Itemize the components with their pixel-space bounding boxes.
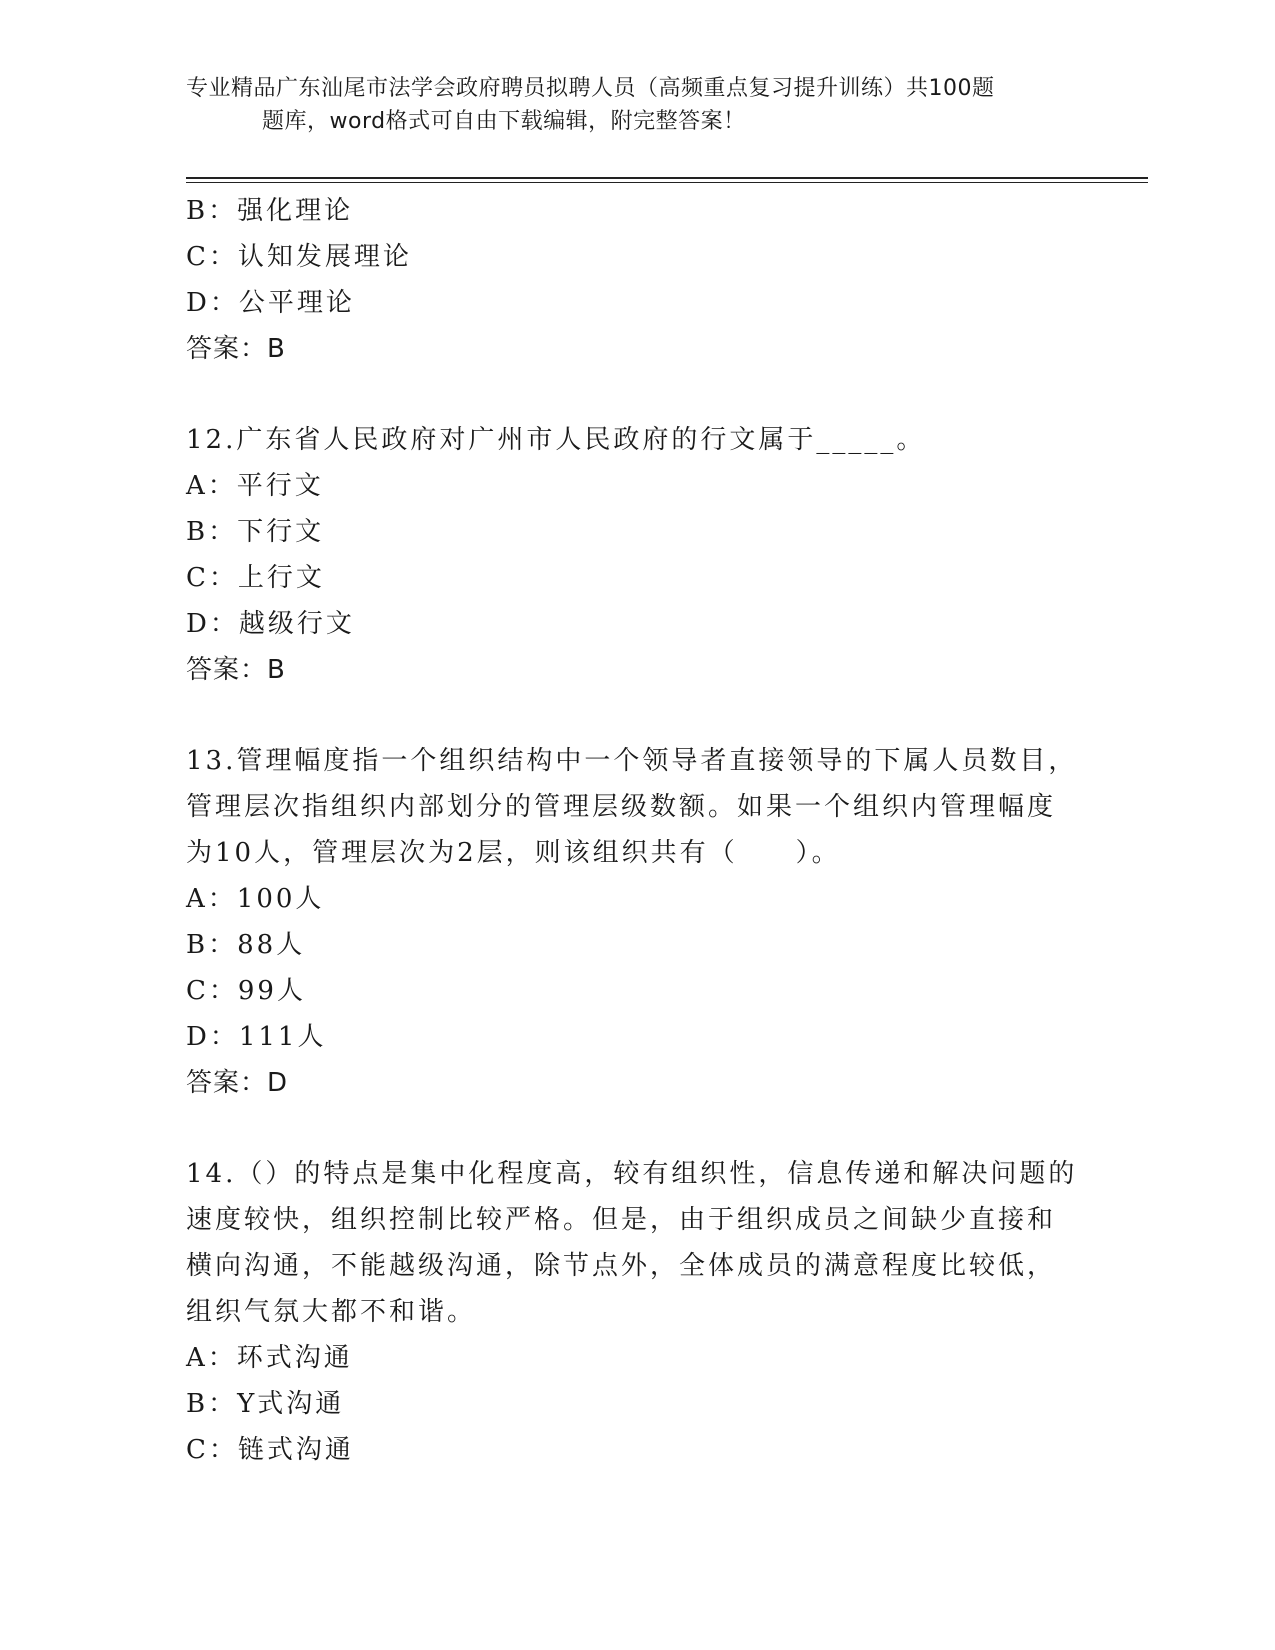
question-11-tail (186, 188, 1086, 372)
question-stem-line-4: 组织气氛大都不和谐。 (186, 1297, 477, 1327)
question-12 (186, 417, 1086, 693)
question-14 (186, 1151, 1086, 1473)
option-b: B：强化理论 (186, 196, 354, 226)
option-b: B：下行文 (186, 517, 325, 547)
header-title-line-1: 专业精品广东汕尾市法学会政府聘员拟聘人员（高频重点复习提升训练）共100题 (186, 76, 995, 101)
answer-line: 答案：B (186, 655, 286, 685)
option-c: C：99人 (186, 976, 306, 1006)
header-title-line-2: 题库，word格式可自由下载编辑，附完整答案！ (262, 109, 746, 134)
question-stem: 12.广东省人民政府对广州市人民政府的行文属于_____。 (186, 425, 926, 455)
option-b: B：88人 (186, 930, 306, 960)
question-stem-line-1: 13.管理幅度指一个组织结构中一个领导者直接领导的下属人员数目， (186, 746, 1078, 776)
spacer (186, 693, 1086, 738)
header-divider-thick (186, 177, 1148, 179)
option-c: C：上行文 (186, 563, 325, 593)
question-stem-line-3: 为10人，管理层次为2层，则该组织共有（ ）。 (186, 838, 841, 868)
spacer (186, 1106, 1086, 1151)
header-divider-thin (186, 182, 1148, 183)
answer-line: 答案：B (186, 334, 286, 364)
option-c: C：链式沟通 (186, 1435, 354, 1465)
option-d: D：越级行文 (186, 609, 355, 639)
option-d: D：公平理论 (186, 288, 355, 318)
question-13 (186, 738, 1086, 1106)
option-a: A：100人 (186, 884, 325, 914)
answer-line: 答案：D (186, 1068, 289, 1098)
option-a: A：平行文 (186, 471, 324, 501)
option-c: C：认知发展理论 (186, 242, 412, 272)
question-list (186, 188, 1086, 1473)
option-d: D：111人 (186, 1022, 327, 1052)
question-stem-line-2: 速度较快，组织控制比较严格。但是，由于组织成员之间缺少直接和 (186, 1205, 1057, 1235)
question-stem-line-1: 14.（）的特点是集中化程度高，较有组织性，信息传递和解决问题的 (186, 1159, 1078, 1189)
spacer (186, 372, 1086, 417)
page-header (186, 72, 1086, 138)
option-a: A：环式沟通 (186, 1343, 353, 1373)
question-stem-line-3: 横向沟通，不能越级沟通，除节点外，全体成员的满意程度比较低， (186, 1251, 1057, 1281)
question-stem-line-2: 管理层次指组织内部划分的管理层级数额。如果一个组织内管理幅度 (186, 792, 1057, 822)
option-b: B：Y式沟通 (186, 1389, 345, 1419)
